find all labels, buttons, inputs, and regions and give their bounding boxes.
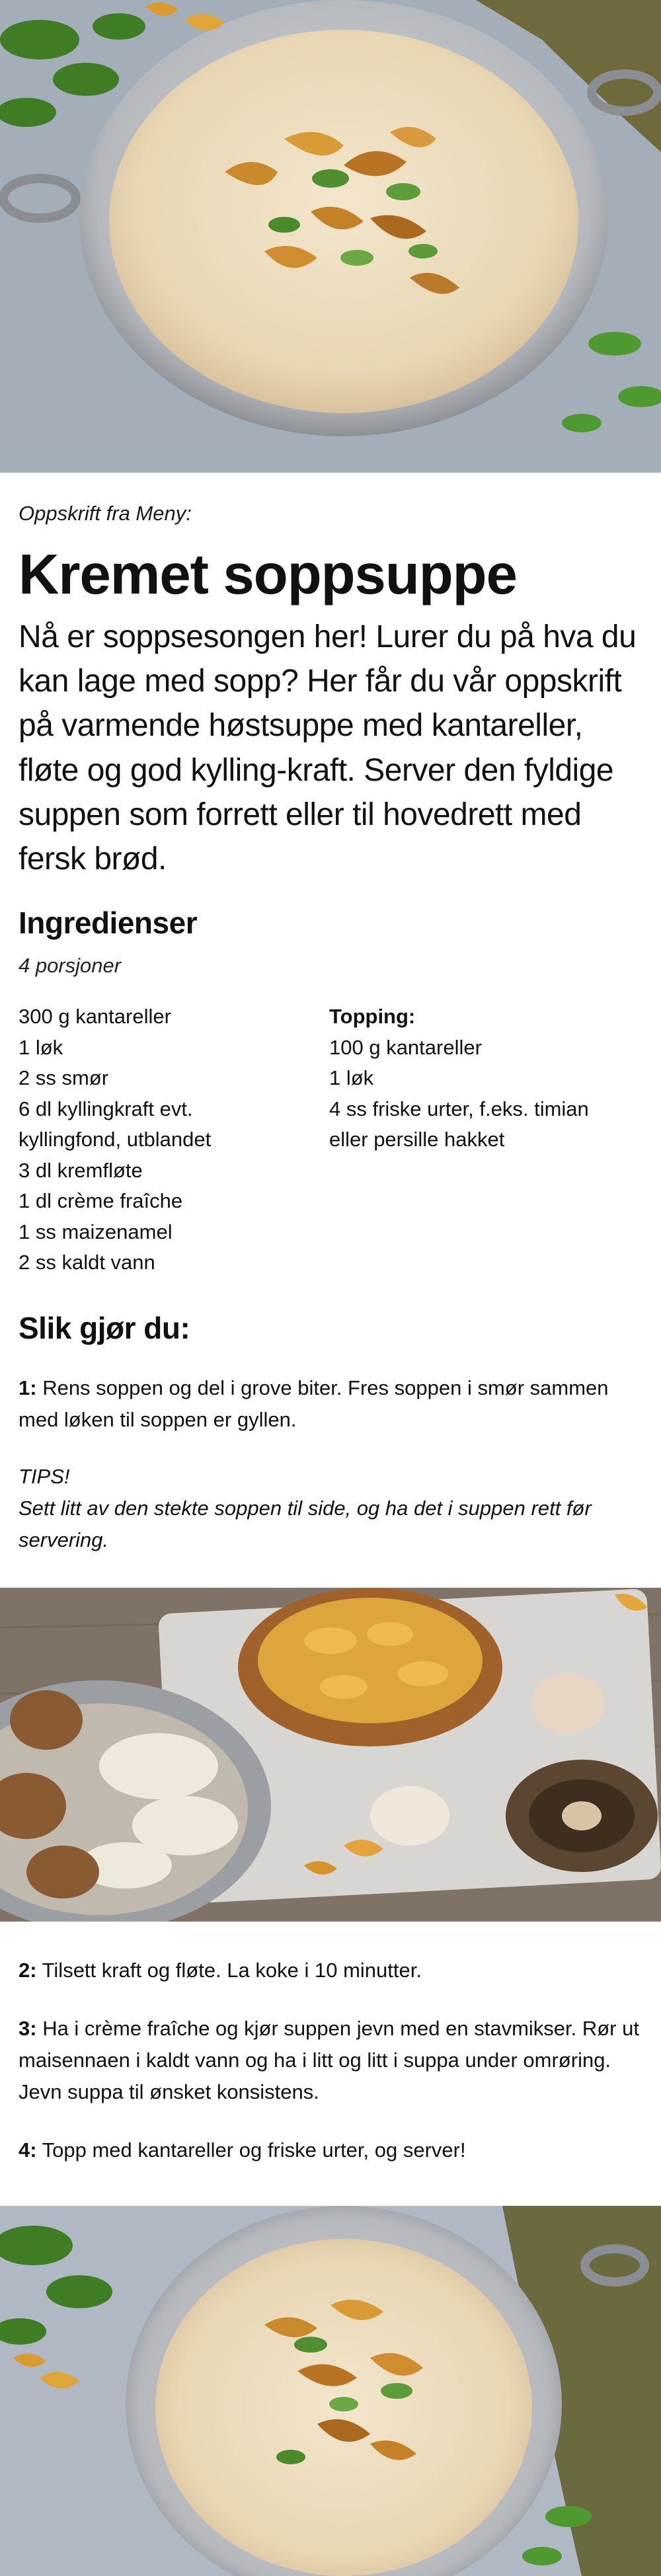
step-text: Topp med kantareller og friske urter, og server! <box>36 2138 466 2162</box>
page-title: Kremet soppsuppe <box>19 543 517 606</box>
soup-photo-bottom <box>0 2206 661 2576</box>
ingredients-list <box>19 1001 642 1278</box>
hero-soup-photo <box>0 0 661 473</box>
recipe-source: Oppskrift fra Meny: <box>19 502 192 525</box>
step-number: 4: <box>19 2138 37 2162</box>
ingredient-item: 1 løk <box>329 1066 374 1090</box>
step-1 <box>19 1372 642 1436</box>
tips-box <box>19 1461 642 1556</box>
ingredient-item: 1 dl crème fraîche <box>19 1189 183 1213</box>
tips-text: Sett litt av den stekte soppen til side, og ha det i suppen rett før servering. <box>19 1496 592 1551</box>
ingredient-item: kyllingfond, utblandet <box>19 1128 212 1151</box>
step-number: 2: <box>19 1958 37 1982</box>
step-text: Ha i crème fraîche og kjør suppen jevn med en stavmikser. Rør ut maisennaen i kaldt vann og ha i litt og litt i suppa under omrøring. Jevn suppa til ønsket konsistens. <box>19 2016 639 2103</box>
step-number: 1: <box>19 1376 37 1399</box>
ingredient-item: 3 dl kremfløte <box>19 1158 143 1182</box>
ingredients-main <box>19 1001 329 1278</box>
ingredient-item: 6 dl kyllingkraft evt. <box>19 1097 193 1120</box>
ingredient-item: 2 ss kaldt vann <box>19 1251 155 1274</box>
ingredient-item: 100 g kantareller <box>329 1035 482 1059</box>
step-2 <box>19 1955 642 1986</box>
ingredients-heading: Ingredienser <box>19 906 198 941</box>
portions-text: 4 porsjoner <box>19 954 122 978</box>
ingredient-item: 300 g kantareller <box>19 1005 171 1029</box>
mushrooms-photo <box>0 1588 661 1922</box>
tips-label: TIPS! <box>19 1464 70 1488</box>
ingredient-item: 2 ss smør <box>19 1066 109 1090</box>
step-text: Rens soppen og del i grove biter. Fres soppen i smør sammen med løken til soppen er gyllen. <box>19 1376 609 1431</box>
ingredient-item: 1 ss maizenamel <box>19 1220 173 1243</box>
ingredient-item: 1 løk <box>19 1035 63 1059</box>
topping-heading: Topping: <box>329 1005 416 1029</box>
step-number: 3: <box>19 2016 37 2040</box>
ingredient-item: 4 ss friske urter, f.eks. timian <box>329 1097 589 1120</box>
ingredient-item: eller persille hakket <box>329 1128 505 1151</box>
step-4 <box>19 2134 642 2166</box>
step-3 <box>19 2013 642 2108</box>
step-text: Tilsett kraft og fløte. La koke i 10 minutter. <box>36 1958 422 1982</box>
ingredients-topping <box>329 1001 640 1278</box>
intro-text: Nå er soppsesongen her! Lurer du på hva du kan lage med sopp? Her får du vår oppskrift på varmende høstsuppe med kantareller, fløte og god kylling-kraft. Server den fyldige suppen som forrett eller til hovedrett med fersk brød. <box>19 619 637 877</box>
steps-heading: Slik gjør du: <box>19 1310 190 1345</box>
